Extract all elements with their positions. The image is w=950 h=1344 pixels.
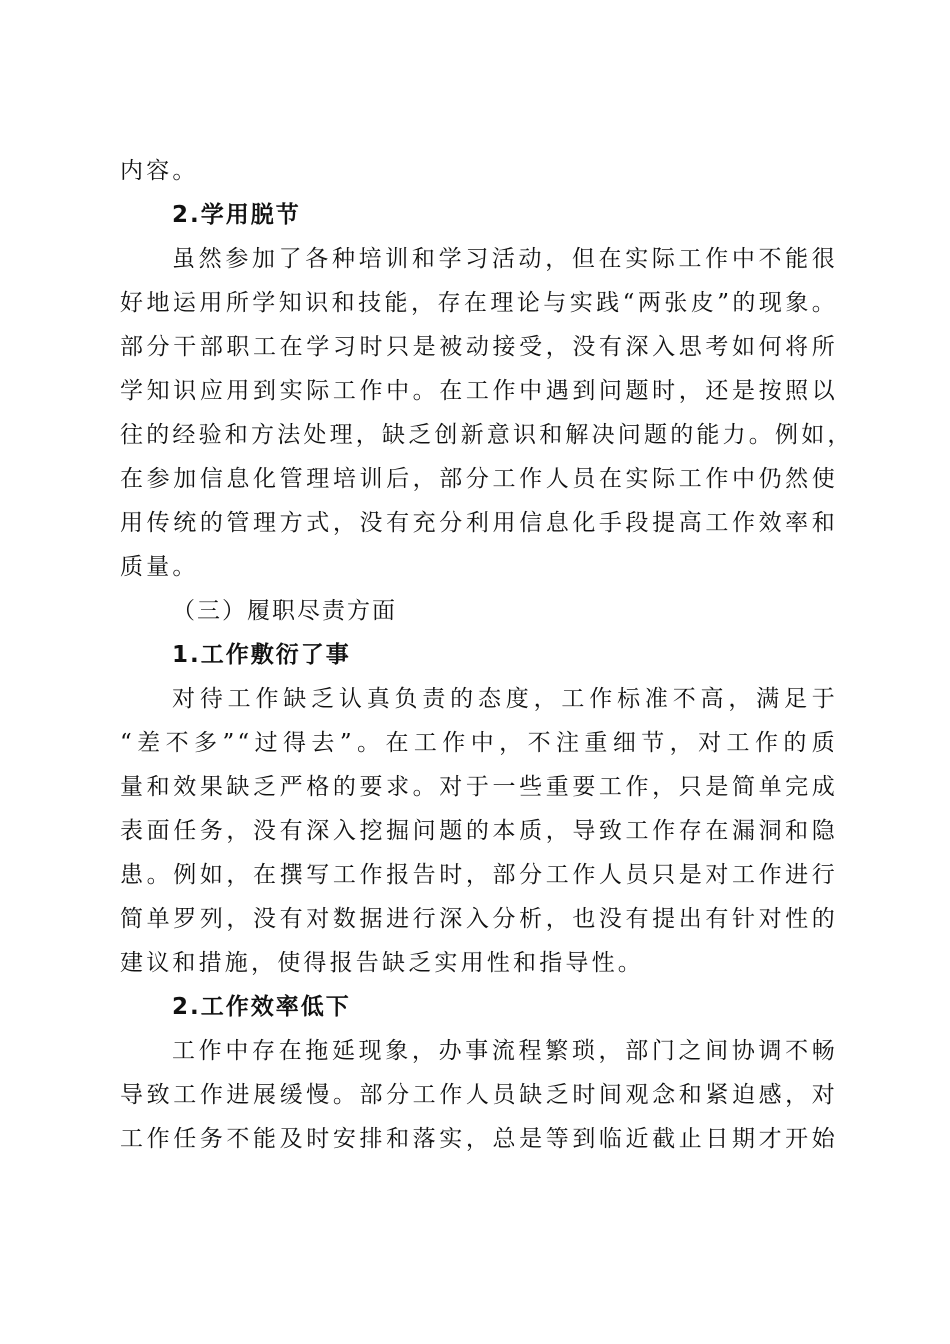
paragraph-line: 表面任务，没有深入挖掘问题的本质，导致工作存在漏洞和隐 (120, 818, 838, 844)
paragraph-line: 部分干部职工在学习时只是被动接受，没有深入思考如何将所 (120, 334, 838, 360)
paragraph-line: 量和效果缺乏严格的要求。对于一些重要工作，只是简单完成 (120, 774, 838, 800)
paragraph-line: 在参加信息化管理培训后，部分工作人员在实际工作中仍然使 (120, 466, 838, 492)
document-body (120, 149, 854, 1161)
heading-xueyong-tuojie: 2.学用脱节 (172, 202, 301, 228)
paragraph-end-line: 建议和措施，使得报告缺乏实用性和指导性。 (120, 950, 644, 976)
heading-gongzuo-xiaolv: 2.工作效率低下 (172, 994, 351, 1020)
paragraph-line: 好地运用所学知识和技能，存在理论与实践“两张皮”的现象。 (120, 290, 838, 316)
paragraph-line: 简单罗列，没有对数据进行深入分析，也没有提出有针对性的 (120, 906, 838, 932)
paragraph-line: 工作任务不能及时安排和落实，总是等到临近截止日期才开始 (120, 1126, 838, 1152)
paragraph-line: 患。例如，在撰写工作报告时，部分工作人员只是对工作进行 (120, 862, 838, 888)
paragraph-end-line: 内容。 (120, 158, 199, 184)
paragraph-line: 虽然参加了各种培训和学习活动，但在实际工作中不能很 (172, 246, 838, 272)
paragraph-line: 用传统的管理方式，没有充分利用信息化手段提高工作效率和 (120, 510, 838, 536)
paragraph-line: 工作中存在拖延现象，办事流程繁琐，部门之间协调不畅 (172, 1038, 838, 1064)
heading-gongzuo-fuyan: 1.工作敷衍了事 (172, 642, 351, 668)
paragraph-line: 对待工作缺乏认真负责的态度，工作标准不高，满足于 (172, 686, 838, 712)
section-heading-lvzhi-jinze: （三）履职尽责方面 (172, 598, 397, 624)
paragraph-line: “差不多”“过得去”。在工作中，不注重细节，对工作的质 (120, 730, 838, 756)
paragraph-line: 学知识应用到实际工作中。在工作中遇到问题时，还是按照以 (120, 378, 838, 404)
paragraph-line: 往的经验和方法处理，缺乏创新意识和解决问题的能力。例如， (120, 422, 854, 448)
paragraph-end-line: 质量。 (120, 554, 199, 580)
paragraph-line: 导致工作进展缓慢。部分工作人员缺乏时间观念和紧迫感，对 (120, 1082, 838, 1108)
